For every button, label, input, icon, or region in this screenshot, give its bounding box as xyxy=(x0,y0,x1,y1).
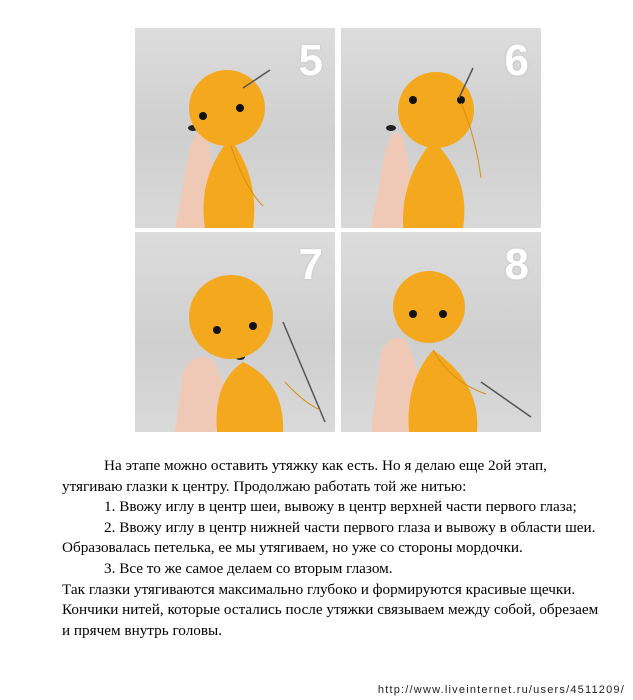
step-2-paragraph: 2. Ввожу иглу в центр нижней части первого глаза и вывожу в области шеи. Образовалась петелька, ее мы утягиваем, но уже со стороны мордочки. xyxy=(62,518,596,557)
conclusion-paragraph: Так глазки утягиваются максимально глубоко и формируются красивые щечки. Кончики нитей, которые остались после утяжки связываем между собой, обрезаем и прячем внутрь головы. xyxy=(62,580,599,639)
source-url-watermark: http://www.liveinternet.ru/users/4511209/ xyxy=(377,684,625,696)
photo-step-6 xyxy=(341,28,541,228)
step-number-7: 7 xyxy=(298,240,323,289)
photo-step-7 xyxy=(135,232,335,432)
photo-step-5 xyxy=(135,28,335,228)
intro-paragraph: На этапе можно оставить утяжку как есть. Но я делаю еще 2ой этап, утягиваю глазки к центру. Продолжаю работать той же нитью: xyxy=(62,457,547,495)
step-number-5: 5 xyxy=(298,36,323,85)
step-3-paragraph: 3. Все то же самое делаем со вторым глазом. xyxy=(104,559,393,577)
photo-step-8 xyxy=(341,232,541,432)
step-number-6: 6 xyxy=(504,36,529,85)
step-number-8: 8 xyxy=(504,240,529,289)
step-1-paragraph: 1. Ввожу иглу в центр шеи, вывожу в центр верхней части первого глаза; xyxy=(104,498,577,516)
instruction-text xyxy=(62,456,607,641)
photo-grid xyxy=(135,28,541,432)
